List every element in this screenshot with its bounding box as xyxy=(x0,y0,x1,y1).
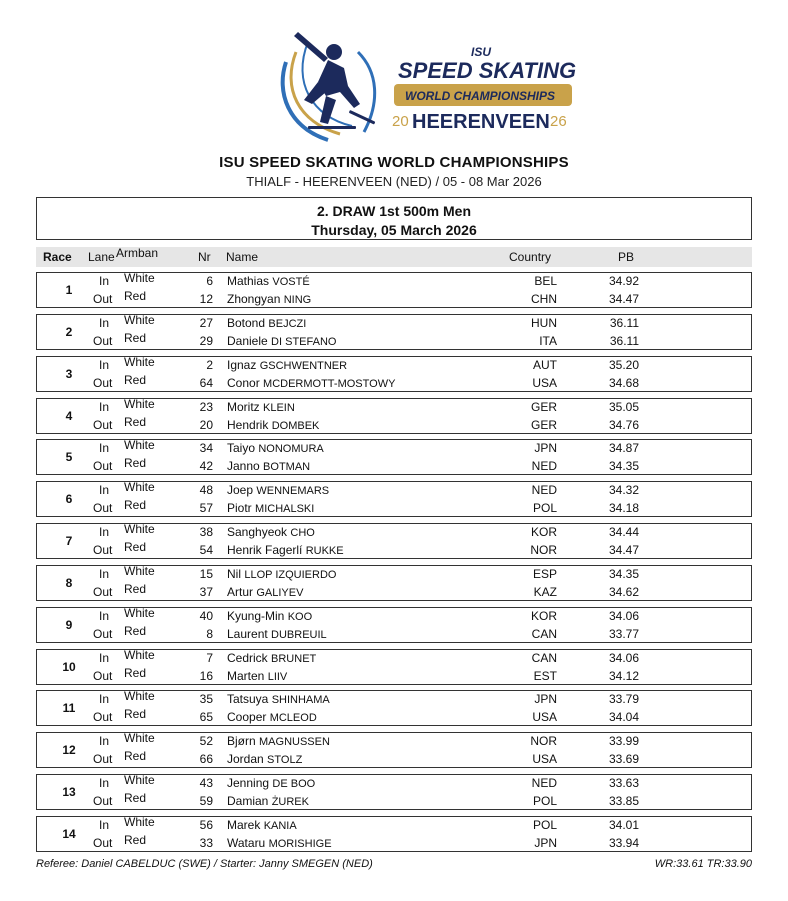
pb-cell: 35.20 xyxy=(608,357,639,372)
armband-cell: White xyxy=(124,773,155,788)
page-subtitle: THIALF - HEERENVEEN (NED) / 05 - 08 Mar 2026 xyxy=(246,174,542,189)
nr-cell: 2 xyxy=(206,357,213,372)
race-number: 13 xyxy=(62,785,76,800)
first-name: Sanghyeok xyxy=(227,525,288,540)
pb-cell: 34.06 xyxy=(608,608,639,623)
race-number: 12 xyxy=(62,743,76,758)
table-row xyxy=(37,414,751,436)
first-name: Laurent xyxy=(227,626,268,641)
skater-name xyxy=(227,585,303,599)
pb-cell: 33.63 xyxy=(608,776,639,791)
last-name: ŻUREK xyxy=(271,796,309,809)
table-row xyxy=(37,330,751,352)
skater-name xyxy=(227,627,327,641)
country-cell: NOR xyxy=(530,543,557,558)
logo-year-right: 26 xyxy=(550,113,567,130)
country-cell: CHN xyxy=(531,292,557,306)
last-name: RUKKE xyxy=(305,545,344,558)
race-block xyxy=(36,439,752,475)
nr-cell: 35 xyxy=(199,692,213,707)
nr-cell: 37 xyxy=(199,584,213,599)
logo-isu: ISU xyxy=(471,45,492,59)
pb-cell: 34.04 xyxy=(608,710,639,725)
country-cell: CAN xyxy=(531,650,557,665)
nr-cell: 27 xyxy=(199,315,213,330)
first-name: Zhongyan xyxy=(227,292,281,306)
lane-cell: In xyxy=(98,776,109,791)
pb-cell: 34.44 xyxy=(608,525,639,540)
last-name: BRUNET xyxy=(271,652,317,665)
first-name: Nil xyxy=(227,566,241,581)
pb-cell: 34.35 xyxy=(608,566,639,581)
skater-name xyxy=(227,376,395,390)
country-cell: USA xyxy=(532,752,557,767)
lane-cell: Out xyxy=(93,835,113,850)
skater-name xyxy=(227,776,315,790)
lane-cell: In xyxy=(98,357,109,372)
nr-cell: 20 xyxy=(199,417,213,432)
armband-cell: White xyxy=(124,689,155,704)
skater-name xyxy=(227,316,306,330)
page-title: ISU SPEED SKATING WORLD CHAMPIONSHIPS xyxy=(219,154,569,171)
nr-cell: 6 xyxy=(206,274,213,288)
nr-cell: 29 xyxy=(199,333,213,348)
last-name: VOSTÉ xyxy=(272,276,310,288)
lane-cell: In xyxy=(98,274,109,288)
pb-cell: 35.05 xyxy=(608,399,639,414)
logo-brand: SPEED SKATING xyxy=(398,58,577,83)
nr-cell: 33 xyxy=(199,835,213,850)
first-name: Cedrick xyxy=(227,650,268,665)
lane-cell: Out xyxy=(93,752,113,767)
lane-cell: In xyxy=(98,399,109,414)
lane-cell: Out xyxy=(93,543,113,558)
first-name: Jordan xyxy=(227,752,264,767)
race-block xyxy=(36,272,752,308)
last-name: GSCHWENTNER xyxy=(259,359,348,372)
lane-cell: Out xyxy=(93,584,113,599)
nr-cell: 16 xyxy=(199,668,213,683)
skater-name xyxy=(227,669,287,683)
country-cell: BEL xyxy=(534,274,557,288)
country-cell: NED xyxy=(531,776,557,791)
logo-year-left: 20 xyxy=(392,113,409,130)
lane-cell: Out xyxy=(93,459,113,474)
last-name: LIIV xyxy=(267,670,288,683)
country-cell: CAN xyxy=(531,626,557,641)
race-number: 6 xyxy=(65,492,73,507)
skater-name xyxy=(227,567,336,581)
pb-cell: 34.01 xyxy=(608,817,639,832)
first-name: Moritz xyxy=(227,399,260,414)
race-block xyxy=(36,690,752,726)
nr-cell: 23 xyxy=(199,399,213,414)
skater-name xyxy=(227,794,309,808)
nr-cell: 7 xyxy=(206,650,213,665)
col-pb: PB xyxy=(618,250,635,264)
pb-cell: 34.92 xyxy=(608,274,639,288)
first-name: Tatsuya xyxy=(227,692,269,707)
race-block xyxy=(36,523,752,559)
records-note: WR:33.61 TR:33.90 xyxy=(654,858,752,870)
pb-cell: 33.69 xyxy=(608,752,639,767)
armband-cell: White xyxy=(124,438,155,453)
skater-name xyxy=(227,483,329,497)
last-name: NONOMURA xyxy=(258,443,324,456)
skater-name xyxy=(227,651,316,665)
first-name: Taiyo xyxy=(227,441,256,456)
last-name: STOLZ xyxy=(267,754,303,767)
country-cell: GER xyxy=(530,417,557,432)
lane-cell: Out xyxy=(93,375,113,390)
table-row xyxy=(37,456,751,477)
first-name: Joep xyxy=(227,483,254,498)
last-name: MORISHIGE xyxy=(268,837,332,850)
armband-cell: White xyxy=(124,522,155,537)
skater-name xyxy=(227,734,330,748)
skater-name xyxy=(227,501,314,515)
lane-cell: In xyxy=(98,315,109,330)
nr-cell: 43 xyxy=(199,776,213,791)
race-block xyxy=(36,649,752,685)
first-name: Bjørn xyxy=(227,734,256,749)
race-block xyxy=(36,607,752,643)
last-name: MCLEOD xyxy=(269,712,317,725)
col-lane: Lane xyxy=(88,250,115,264)
draw-heading xyxy=(36,197,752,240)
last-name: MAGNUSSEN xyxy=(259,736,330,749)
armband-cell: White xyxy=(124,605,155,620)
first-name: Henrik Fagerlí xyxy=(227,543,303,558)
last-name: MICHALSKI xyxy=(255,503,315,516)
pb-cell: 34.35 xyxy=(608,459,639,474)
armband-cell: White xyxy=(124,354,155,369)
race-number: 4 xyxy=(65,408,73,423)
armband-cell: White xyxy=(124,814,155,829)
last-name: DOMBEK xyxy=(271,419,320,432)
country-cell: USA xyxy=(532,710,557,725)
pb-cell: 34.76 xyxy=(608,417,639,432)
first-name: Marten xyxy=(227,668,265,683)
skater-name xyxy=(227,836,332,850)
nr-cell: 38 xyxy=(199,525,213,540)
pb-cell: 33.85 xyxy=(608,794,639,809)
last-name: KOO xyxy=(287,610,313,623)
pb-cell: 34.32 xyxy=(608,483,639,498)
last-name: KANIA xyxy=(263,819,297,832)
race-block xyxy=(36,356,752,392)
lane-cell: Out xyxy=(93,626,113,641)
pb-cell: 34.18 xyxy=(608,501,639,516)
race-number: 2 xyxy=(65,324,73,339)
lane-cell: Out xyxy=(93,333,113,348)
lane-cell: Out xyxy=(93,710,113,725)
armband-cell: Red xyxy=(124,414,147,429)
race-block xyxy=(36,398,752,434)
country-cell: KAZ xyxy=(533,584,557,599)
nr-cell: 8 xyxy=(206,626,213,641)
armband-cell: Red xyxy=(124,832,147,847)
first-name: Ignaz xyxy=(227,357,257,372)
pb-cell: 33.99 xyxy=(608,734,639,749)
race-number: 9 xyxy=(65,617,73,632)
armband-cell: Red xyxy=(124,456,147,471)
armband-cell: Red xyxy=(124,749,147,764)
skater-name xyxy=(227,818,297,832)
country-cell: USA xyxy=(532,375,557,390)
race-block xyxy=(36,481,752,517)
race-number: 10 xyxy=(62,659,76,674)
col-nr: Nr xyxy=(198,250,211,264)
skater-name xyxy=(227,609,312,623)
country-cell: NOR xyxy=(530,734,557,749)
country-cell: KOR xyxy=(530,525,557,540)
last-name: DE BOO xyxy=(272,778,316,791)
lane-cell: Out xyxy=(93,794,113,809)
lane-cell: In xyxy=(98,650,109,665)
last-name: BEJCZI xyxy=(268,317,307,330)
first-name: Botond xyxy=(227,315,266,330)
table-row xyxy=(37,289,751,310)
lane-cell: In xyxy=(98,608,109,623)
country-cell: AUT xyxy=(533,357,557,372)
first-name: Mathias xyxy=(227,274,270,288)
last-name: DUBREUIL xyxy=(271,628,327,641)
skater-name xyxy=(227,525,315,539)
first-name: Kyung-Min xyxy=(227,608,285,623)
armband-cell: White xyxy=(124,647,155,662)
draw-date: Thursday, 05 March 2026 xyxy=(311,222,477,238)
nr-cell: 54 xyxy=(199,543,213,558)
last-name: GALIYEV xyxy=(256,586,304,599)
nr-cell: 42 xyxy=(199,459,213,474)
first-name: Cooper xyxy=(227,710,267,725)
armband-cell: Red xyxy=(124,498,147,513)
nr-cell: 34 xyxy=(199,441,213,456)
armband-cell: Red xyxy=(124,623,147,638)
race-block xyxy=(36,565,752,601)
last-name: MCDERMOTT-MOSTOWY xyxy=(263,377,396,390)
lane-cell: In xyxy=(98,692,109,707)
pb-cell: 33.77 xyxy=(608,626,639,641)
race-number: 7 xyxy=(65,534,73,549)
table-row xyxy=(37,498,751,519)
country-cell: KOR xyxy=(530,608,557,623)
armband-cell: Red xyxy=(124,791,147,806)
table-header xyxy=(36,247,752,267)
table-row xyxy=(37,623,751,645)
first-name: Daniele xyxy=(227,333,268,348)
armband-cell: Red xyxy=(124,581,147,596)
nr-cell: 57 xyxy=(199,501,213,516)
first-name: Wataru xyxy=(227,835,266,850)
lane-cell: In xyxy=(98,734,109,749)
pb-cell: 33.79 xyxy=(608,692,639,707)
skater-name xyxy=(227,543,344,557)
last-name: NING xyxy=(283,294,312,306)
skater-name xyxy=(227,400,295,414)
armband-cell: Red xyxy=(124,665,147,680)
skater-name xyxy=(227,752,302,766)
armband-cell: White xyxy=(124,563,155,578)
race-block xyxy=(36,774,752,810)
table-row xyxy=(37,372,751,394)
country-cell: GER xyxy=(530,399,557,414)
first-name: Conor xyxy=(227,375,260,390)
race-number: 8 xyxy=(65,575,73,590)
nr-cell: 66 xyxy=(199,752,213,767)
country-cell: POL xyxy=(532,817,557,832)
country-cell: HUN xyxy=(531,315,557,330)
lane-cell: In xyxy=(98,483,109,498)
country-cell: POL xyxy=(532,794,557,809)
last-name: SHINHAMA xyxy=(271,694,330,707)
nr-cell: 48 xyxy=(199,483,213,498)
pb-cell: 34.12 xyxy=(608,668,639,683)
first-name: Janno xyxy=(227,459,260,474)
country-cell: NED xyxy=(531,459,557,474)
lane-cell: Out xyxy=(93,668,113,683)
nr-cell: 64 xyxy=(199,375,213,390)
race-number: 3 xyxy=(65,366,73,381)
pb-cell: 34.68 xyxy=(608,375,639,390)
skater-name xyxy=(227,274,310,288)
col-armband: Armban xyxy=(116,246,159,260)
first-name: Artur xyxy=(227,584,254,599)
last-name: CHO xyxy=(290,527,315,540)
race-list xyxy=(36,272,752,858)
table-row xyxy=(37,581,751,603)
armband-cell: Red xyxy=(124,372,147,387)
race-block xyxy=(36,816,752,852)
first-name: Piotr xyxy=(227,501,252,516)
country-cell: POL xyxy=(532,501,557,516)
logo-ribbon: WORLD CHAMPIONSHIPS xyxy=(405,89,555,103)
event-logo xyxy=(268,22,588,144)
last-name: DI STEFANO xyxy=(271,335,337,348)
armband-cell: White xyxy=(124,480,155,495)
lane-cell: Out xyxy=(93,501,113,516)
pb-cell: 36.11 xyxy=(609,315,639,330)
armband-cell: Red xyxy=(124,289,147,303)
last-name: BOTMAN xyxy=(263,461,311,474)
last-name: KLEIN xyxy=(263,401,295,414)
skater-name xyxy=(227,334,336,348)
race-number: 1 xyxy=(65,283,73,297)
logo-city: HEERENVEEN xyxy=(412,111,550,133)
country-cell: ITA xyxy=(539,333,557,348)
col-country: Country xyxy=(509,250,552,264)
armband-cell: Red xyxy=(124,330,147,345)
country-cell: ESP xyxy=(532,566,557,581)
pb-cell: 34.87 xyxy=(608,441,639,456)
officials-note: Referee: Daniel CABELDUC (SWE) / Starter: Janny SMEGEN (NED) xyxy=(36,858,373,870)
skater-name xyxy=(227,441,324,455)
pb-cell: 36.11 xyxy=(609,333,639,348)
country-cell: JPN xyxy=(534,692,557,707)
skater-name xyxy=(227,418,319,432)
first-name: Damian xyxy=(227,794,269,809)
pb-cell: 34.06 xyxy=(608,650,639,665)
race-block xyxy=(36,732,752,768)
col-race: Race xyxy=(43,250,72,264)
race-block xyxy=(36,314,752,350)
race-number: 14 xyxy=(62,826,76,841)
country-cell: JPN xyxy=(534,441,557,456)
nr-cell: 52 xyxy=(199,734,213,749)
nr-cell: 59 xyxy=(199,794,213,809)
armband-cell: Red xyxy=(124,540,147,555)
armband-cell: White xyxy=(124,731,155,746)
pb-cell: 34.47 xyxy=(608,543,639,558)
table-row xyxy=(37,540,751,561)
lane-cell: In xyxy=(98,441,109,456)
skater-name xyxy=(227,292,311,306)
lane-cell: Out xyxy=(93,417,113,432)
country-cell: NED xyxy=(531,483,557,498)
lane-cell: In xyxy=(98,566,109,581)
nr-cell: 40 xyxy=(199,608,213,623)
last-name: LLOP IZQUIERDO xyxy=(244,568,337,581)
race-number: 11 xyxy=(62,701,76,716)
skater-name xyxy=(227,692,330,706)
armband-cell: Red xyxy=(124,707,147,722)
country-cell: EST xyxy=(533,668,557,683)
nr-cell: 12 xyxy=(199,292,213,306)
last-name: WENNEMARS xyxy=(256,485,330,498)
lane-cell: Out xyxy=(93,292,113,306)
pb-cell: 33.94 xyxy=(608,835,639,850)
draw-title: 2. DRAW 1st 500m Men xyxy=(316,203,472,219)
armband-cell: White xyxy=(124,396,155,411)
col-name: Name xyxy=(226,250,259,264)
nr-cell: 65 xyxy=(199,710,213,725)
lane-cell: In xyxy=(98,817,109,832)
first-name: Jenning xyxy=(227,776,270,791)
lane-cell: In xyxy=(98,525,109,540)
first-name: Hendrik xyxy=(227,417,269,432)
pb-cell: 34.62 xyxy=(608,584,639,599)
skater-name xyxy=(227,710,317,724)
armband-cell: White xyxy=(124,271,155,285)
nr-cell: 15 xyxy=(199,566,213,581)
nr-cell: 56 xyxy=(199,817,213,832)
pb-cell: 34.47 xyxy=(608,292,639,306)
first-name: Marek xyxy=(227,817,261,832)
armband-cell: White xyxy=(124,312,155,327)
skater-name xyxy=(227,358,347,372)
skater-name xyxy=(227,459,310,473)
country-cell: JPN xyxy=(534,835,557,850)
race-number: 5 xyxy=(65,450,73,465)
